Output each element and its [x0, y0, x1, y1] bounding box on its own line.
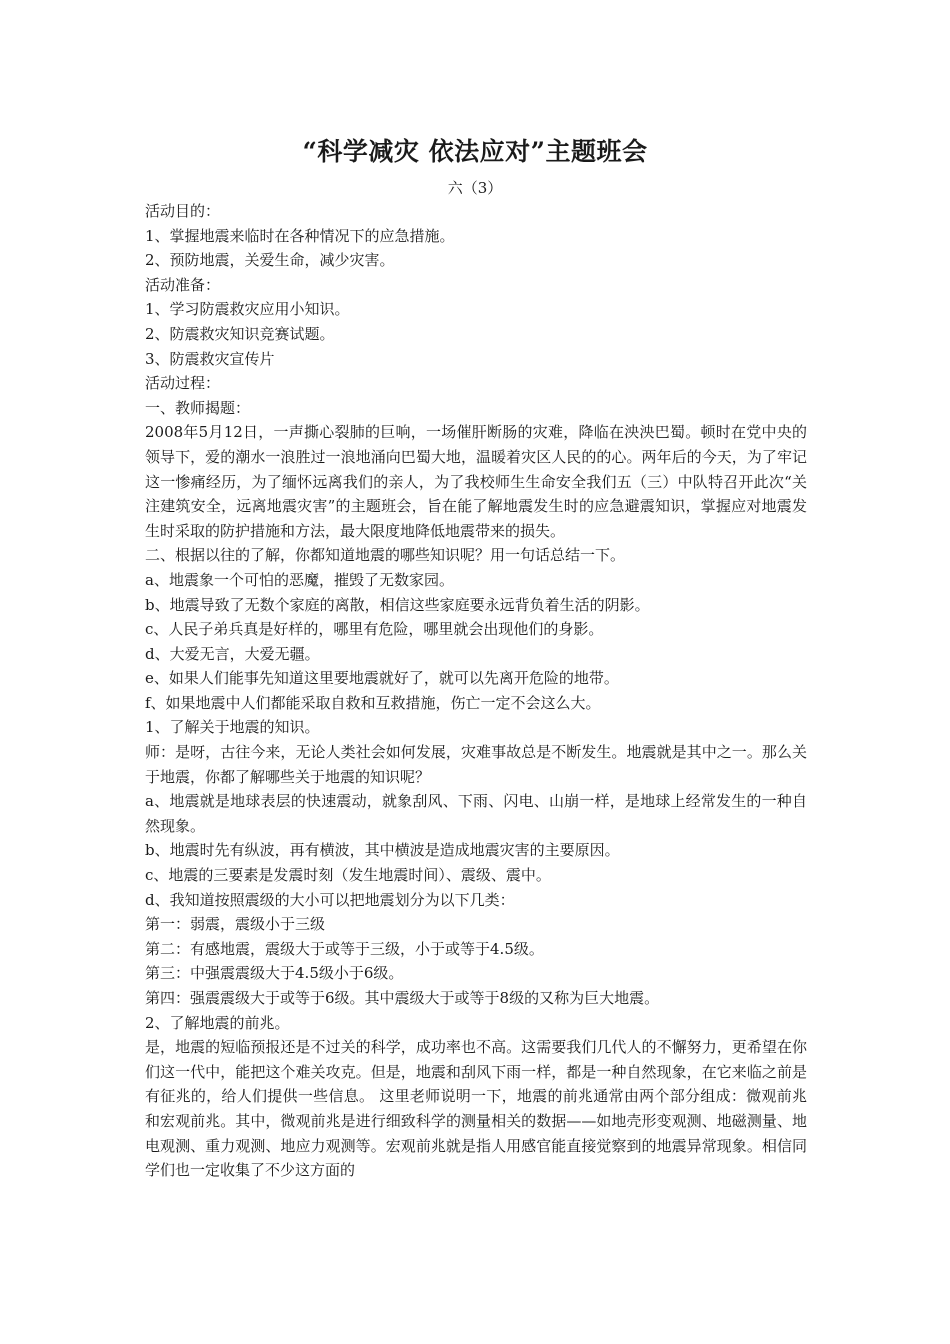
- list-item: d、大爱无言，大爱无疆。: [145, 644, 320, 663]
- paragraph: 1、掌握地震来临时在各种情况下的应急措施。: [145, 226, 455, 245]
- section-heading: 一、教师揭题：: [145, 398, 251, 417]
- section-heading: 2、了解地震的前兆。: [145, 1013, 290, 1032]
- heading-goals: 活动目的：: [145, 202, 221, 220]
- paragraph: 2、预防地震，关爱生命，减少灾害。: [145, 251, 395, 270]
- list-item: f、如果地震中人们都能采取自救和互救措施，伤亡一定不会这么大。: [145, 693, 601, 712]
- list-item: a、地震象一个可怕的恶魔，摧毁了无数家园。: [145, 570, 454, 589]
- document-title: “科学减灾 依法应对”主题班会: [302, 137, 648, 166]
- paragraph: 3、防震救灾宣传片: [145, 349, 275, 368]
- list-item: c、地震的三要素是发震时刻（发生地震时间）、震级、震中。: [145, 866, 551, 885]
- paragraph-intro: 2008年5月12日，一声撕心裂肺的巨响，一场催肝断肠的灾难，降临在泱泱巴蜀。顿时在党中央的领导下，爱的潮水一浪胜过一浪地涌向巴蜀大地，温暖着灾区人民的的心。两年后的今天，为了牢记这一惨痛经历，为了缅怀远离我们的亲人，为了我校师生生命安全我们五（三）中队特召开此次“关注建筑安全，远离地震灾害”的主题班会，旨在能了解地震发生时的应急避震知识，掌握应对地震发生时采取的防护措施和方法，最大限度地降低地震带来的损失。: [145, 423, 807, 540]
- heading-process: 活动过程：: [145, 374, 221, 393]
- paragraph: 是，地震的短临预报还是不过关的科学，成功率也不高。这需要我们几代人的不懈努力，更希望在你们这一代中，能把这个难关攻克。但是，地震和刮风下雨一样，都是一种自然现象，在它来临之前是有征兆的，给人们提供一些信息。 这里老师说明一下，地震的前兆通常由两个部分组成：微观前兆和宏观前兆。其中，微观前兆是进行细致科学的测量相关的数据——如地壳形变观测、地磁测量、地电观测、重力观测、地应力观测等。宏观前兆就是指人用感官能直接觉察到的地震异常现象。相信同学们也一定收集了不少这方面的: [145, 1038, 807, 1180]
- list-item: b、地震时先有纵波，再有横波，其中横波是造成地震灾害的主要原因。: [145, 841, 620, 860]
- document-subtitle: 六（3）: [447, 179, 503, 197]
- document-body: [145, 199, 807, 1183]
- paragraph: 师：是呀，古往今来，无论人类社会如何发展，灾难事故总是不断发生。地震就是其中之一。那么关于地震，你都了解哪些关于地震的知识呢？: [145, 743, 807, 786]
- section-heading: 1、了解关于地震的知识。: [145, 718, 320, 737]
- list-item: 第一：弱震，震级小于三级: [145, 915, 326, 934]
- list-item: a、地震就是地球表层的快速震动，就象刮风、下雨、闪电、山崩一样，是地球上经常发生的一种自然现象。: [145, 792, 807, 835]
- paragraph: 1、学习防震救灾应用小知识。: [145, 300, 350, 319]
- section-heading: 二、根据以往的了解，你都知道地震的哪些知识呢？用一句话总结一下。: [145, 546, 626, 565]
- list-item: d、我知道按照震级的大小可以把地震划分为以下几类：: [145, 890, 515, 909]
- paragraph: 2、防震救灾知识竞赛试题。: [145, 324, 335, 343]
- list-item: 第二：有感地震，震级大于或等于三级，小于或等于4.5级。: [145, 939, 544, 958]
- list-item: e、如果人们能事先知道这里要地震就好了，就可以先离开危险的地带。: [145, 669, 619, 688]
- heading-preparation: 活动准备：: [145, 275, 221, 294]
- list-item: 第三：中强震震级大于4.5级小于6级。: [145, 964, 404, 983]
- list-item: b、地震导致了无数个家庭的离散，相信这些家庭要永远背负着生活的阴影。: [145, 595, 650, 614]
- list-item: c、人民子弟兵真是好样的，哪里有危险，哪里就会出现他们的身影。: [145, 620, 604, 639]
- list-item: 第四：强震震级大于或等于6级。其中震级大于或等于8级的又称为巨大地震。: [145, 989, 660, 1007]
